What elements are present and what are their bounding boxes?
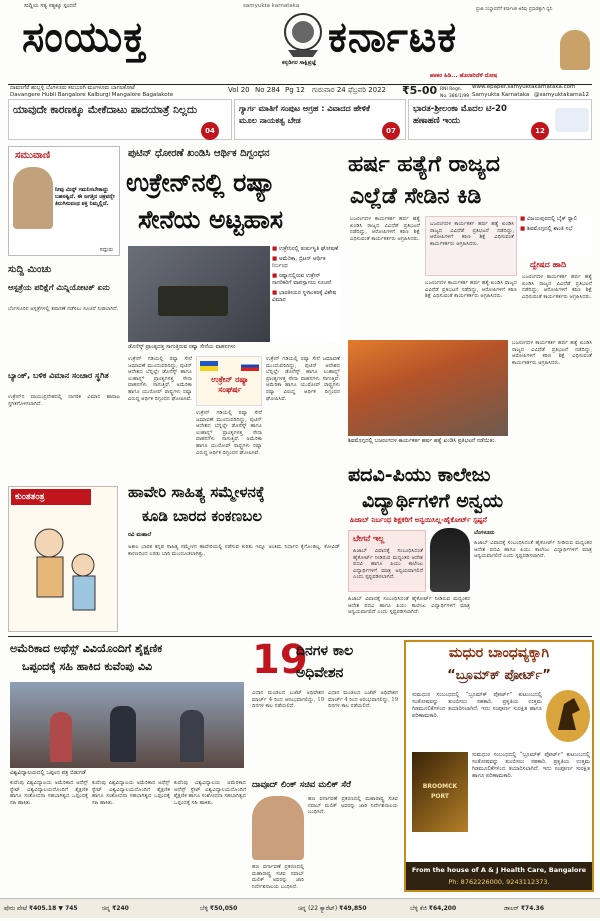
samuvani-quote: ನೀವು ಮಿನ್ಸ್ ಗಮನಿಸಬೇಕಾದ್ದು ಬಹಳಷ್ಟಿದೆ. ಈ ಜಗತ್ತಿನ ಚಕ್ರವನ್ನೇ ತಿರುಗಿಸುವಂಥ ಶಕ್ತಿ ನಿಮ್ಮಲ್ಲಿದೆ. [55, 187, 115, 207]
harsha-headline-2: ಎಲ್ಲೆಡೆ ಸೇಡಿನ ಕಿಡಿ [350, 184, 482, 209]
slogan: ಹತಕರ ಹಿಡಿ... ಹೊರತರಿದೆಳೆ ದೋಷ [430, 73, 498, 79]
protest-photo [348, 340, 508, 436]
registration: RNI Regn. No. 386/1/99 [440, 87, 470, 99]
harsha-body-col-3: ಬಜರಂಗದಳ ಕಾರ್ಯಕರ್ತ ಹರ್ಷ ಹತ್ಯೆ ಖಂಡಿಸಿ ರಾಜ್ಯದ ವಿವಿಧೆಡೆ ಪ್ರತಿಭಟನೆ ನಡೆದಿದ್ದು, ಆರೋಪಿಗಳಿಗೆ ಕಠಿಣ ಶಿಕ್ಷೆ ವಿಧಿಸುವಂತೆ ಕಾರ್ಯಕರ್ತರು ಆಗ್ರಹಿಸಿದರು. [512, 340, 592, 366]
sadhguru-photo [13, 167, 53, 229]
harsha-body-col-2: ಬಜರಂಗದಳ ಕಾರ್ಯಕರ್ತ ಹರ್ಷ ಹತ್ಯೆ ಖಂಡಿಸಿ ರಾಜ್ಯದ ವಿವಿಧೆಡೆ ಪ್ರತಿಭಟನೆ ನಡೆದಿದ್ದು, ಆರೋಪಿಗಳಿಗೆ ಕಠಿಣ ಶಿಕ್ಷೆ ವಿಧಿಸುವಂತೆ ಕಾರ್ಯಕರ್ತರು ಆಗ್ರಹಿಸಿದರು. [425, 280, 517, 300]
ticker-value-5: ₹64,200 [428, 905, 457, 912]
teaser-2-text: ಗ್ಯಾರ್ಗ ಮಾತಿಗೆ ಸಂಪುಟ ಆಗ್ರಹ : ವಿವಾದದ ಹೇಳಿಕೆ ಮೂಲ ನಾಯಕತ್ವ ಬೇಡ [239, 104, 370, 125]
haveri-headline-1: ಹಾವೇರಿ ಸಾಹಿತ್ಯ ಸಮ್ಮೇಳನಕ್ಕೆ [128, 483, 265, 501]
ticker-label-3: ಬೆಳ್ಳಿ [200, 905, 208, 912]
ad-headline: ಮಧುರ ಬಾಂಧವ್ಯಕ್ಕಾಗಿ [449, 645, 549, 661]
america-caption: ವಿಶ್ವವಿದ್ಯಾಲಯದಲ್ಲಿ ಒಪ್ಪಂದ ಪತ್ರ ಬಿಡುಗಡೆ [10, 770, 86, 776]
sudi-item-2-head: ಬ್ಯಾಂಕ್, ಬಳಿಕ ವಿಮಾನ ಸಂಚಾರ ಸ್ಥಗಿತ [8, 371, 109, 380]
malik-photo [252, 796, 304, 860]
harsha-highlight-text: ಬಜರಂಗದಳ ಕಾರ್ಯಕರ್ತ ಹರ್ಷ ಹತ್ಯೆ ಖಂಡಿಸಿ ರಾಜ್ಯದ ವಿವಿಧೆಡೆ ಪ್ರತಿಭಟನೆ ನಡೆದಿದ್ದು, ಆರೋಪಿಗಳಿಗೆ ಕಠಿಣ ಶಿಕ್ಷೆ ವಿಧಿಸುವಂತೆ ಕಾರ್ಯಕರ್ತರು ಆಗ್ರಹಿಸಿದರು. [430, 221, 514, 247]
ticker-value-2: ₹240 [112, 905, 129, 912]
facebook-link[interactable]: Samyukta Karnataka [472, 92, 530, 98]
volume: 20 [240, 86, 250, 94]
truck-shape [158, 286, 228, 316]
hijab-box-title: ಬೇಗನೆ ಇಲ್ಲ [353, 534, 385, 543]
session-number: 19 [252, 637, 308, 683]
ticker-label-5: ಬೆಳ್ಳಿ ಕೆಜಿ [410, 905, 427, 912]
samuvani-box [8, 146, 120, 256]
hijab-byline: ಬೆಂಗಳೂರು [474, 530, 495, 536]
ticker-label-2: ಚಿನ್ನ [102, 905, 111, 912]
ticker-value-6: ₹74.36 [520, 905, 545, 912]
ticker-value-3: ₹50,050 [209, 905, 238, 912]
military-convoy-photo [128, 246, 270, 342]
session-body-col-1: ವಿಧಾನ ಮಂಡಲದ ಬಜೆಟ್ ಅಧಿವೇಶನ ಮಾರ್ಚ್ 4 ರಿಂದ ಆರಂಭವಾಗಲಿದ್ದು, 19 ದಿನಗಳ ಕಾಲ ನಡೆಯಲಿದೆ. [252, 690, 324, 710]
sudi-item-1-head: ಆಸ್ಪತ್ರೆಯ ಪರಿಕ್ಷೆಗೆ ಮಿನ್ನಿಯೋಟಕ್ ಏನು [8, 283, 110, 292]
cartoon-title: ಕುಂತತಂತ್ರ [11, 489, 91, 505]
ad-phone: Ph: 8762226000, 9243112373. [448, 878, 550, 886]
ukraine-flag-icon [200, 361, 218, 371]
harsha-bullet-2: ■ ಶಿವಮೊಗ್ಗದಲ್ಲಿ ಶಾಂತಿ ಸಭೆ [520, 226, 592, 233]
america-body-col-2: ಕುವೆಂಪು ವಿಶ್ವವಿದ್ಯಾಲಯ ಅಮೆರಿಕಾದ ಅಥೆಸ್ಸ್ ಸ್ಟೇಟ್ ವಿಶ್ವವಿದ್ಯಾಲಯದೊಂದಿಗೆ ಶೈಕ್ಷಣಿಕ ಹಾಗೂ ಸಂಶೋಧನಾ ಸಹಭಾಗಿತ್ವದ ಒಪ್ಪಂದಕ್ಕೆ ಸಹಿ ಹಾಕಿತು. [92, 780, 170, 806]
masthead-title-right: ಕರ್ನಾಟಕ [328, 12, 458, 61]
main-bullet-4: ■ ಭಾರತೀಯರ ಸ್ಥಳಾಂತರಕ್ಕೆ ವಿಶೇಷ ವಿಮಾನ [272, 290, 340, 304]
harsha-side-title: ದ್ವೇಷದ ಹಾದಿ [530, 260, 567, 269]
malik-headline: ದಾವೂದ್ ಲಿಂಕ್ ಸಚಿವ ಮಲಿಕ್ ಸೆರೆ [252, 780, 351, 790]
main-photo-caption: ಡೊನೆಸ್ಕ್ ಪ್ರಾಂತ್ಯದತ್ತ ಸಾಗುತ್ತಿರುವ ರಷ್ಯಾ ಸೇನೆಯ ವಾಹನಗಳು [128, 344, 236, 350]
ad-product-pack [412, 752, 468, 832]
sudi-minchu-box [8, 262, 120, 480]
hijab-box-text: ಹಿಜಾಬ್ ವಿವಾದಕ್ಕೆ ಸಂಬಂಧಿಸಿದಂತೆ ಹೈಕೋರ್ಟ್ ನೀಡಿರುವ ಮಧ್ಯಂತರ ಆದೇಶ ಪದವಿ ಹಾಗೂ ಪಿಯು ಕಾಲೇಜು ವಿದ್ಯಾರ್ಥಿಗಳಿಗೆ ಮಾತ್ರ ಅನ್ವಯವಾಗಲಿದೆ ಎಂದು ಸ್ಪಷ್ಟಪಡಿಸಲಾಗಿದೆ. [353, 548, 423, 581]
issue-date: ಗುರುವಾರ 24 ಫೆಬ್ರವರಿ 2022 [312, 86, 387, 94]
issue: 284 [266, 86, 281, 94]
malik-body: ಹಣ ವರ್ಗಾವಣೆ ಪ್ರಕರಣದಲ್ಲಿ ಮಹಾರಾಷ್ಟ್ರ ಸಚಿವ ನವಾಬ್ ಮಲಿಕ್ ಅವರನ್ನು ಜಾರಿ ನಿರ್ದೇಶನಾಲಯ ಬಂಧಿಸಿದೆ. [308, 796, 398, 816]
right-note: ಪ್ರಜಾ ಸಂಸ್ಥಾಪನೆಗೆ ಕರ್ನಾಟಕ ಅರಿವು ಪ್ರಸಾರಕ್ಕಾಗಿ ಧ್ವನಿ [476, 7, 553, 12]
ticker-label-6: ಡಾಲರ್ [504, 905, 519, 912]
harsha-side-body: ಬಜರಂಗದಳ ಕಾರ್ಯಕರ್ತ ಹರ್ಷ ಹತ್ಯೆ ಖಂಡಿಸಿ ರಾಜ್ಯದ ವಿವಿಧೆಡೆ ಪ್ರತಿಭಟನೆ ನಡೆದಿದ್ದು, ಆರೋಪಿಗಳಿಗೆ ಕಠಿಣ ಶಿಕ್ಷೆ ವಿಧಿಸುವಂತೆ ಕಾರ್ಯಕರ್ತರು ಆಗ್ರಹಿಸಿದರು. [522, 274, 592, 300]
pages: 12 [295, 86, 305, 94]
sudi-item-2-text: ಉಕ್ರೇನ್‌ನ ವಾಯುಪ್ರದೇಶದಲ್ಲಿ ನಾಗರಿಕ ವಿಮಾನ ಹಾರಾಟ ಸ್ಥಗಿತಗೊಳಿಸಲಾಗಿದೆ. [8, 394, 120, 407]
america-body-col-1: ಕುವೆಂಪು ವಿಶ್ವವಿದ್ಯಾಲಯ ಅಮೆರಿಕಾದ ಅಥೆಸ್ಸ್ ಸ್ಟೇಟ್ ವಿಶ್ವವಿದ್ಯಾಲಯದೊಂದಿಗೆ ಶೈಕ್ಷಣಿಕ ಹಾಗೂ ಸಂಶೋಧನಾ ಸಹಭಾಗಿತ್ವದ ಒಪ್ಪಂದಕ್ಕೆ ಸಹಿ ಹಾಕಿತು. [10, 780, 88, 806]
ticker-item-6 [504, 903, 596, 915]
ticker-label-1: ಷೇರು ಪೇಟೆ [4, 905, 28, 912]
hijab-body-2: ಹಿಜಾಬ್ ವಿವಾದಕ್ಕೆ ಸಂಬಂಧಿಸಿದಂತೆ ಹೈಕೋರ್ಟ್ ನೀಡಿರುವ ಮಧ್ಯಂತರ ಆದೇಶ ಪದವಿ ಹಾಗೂ ಪಿಯು ಕಾಲೇಜು ವಿದ್ಯಾರ್ಥಿಗಳಿಗೆ ಮಾತ್ರ ಅನ್ವಯವಾಗಲಿದೆ ಎಂದು ಸ್ಪಷ್ಟಪಡಿಸಲಾಗಿದೆ. [348, 596, 470, 616]
ticker-item-1 [4, 903, 100, 915]
harsha-body-col-1: ಬಜರಂಗದಳ ಕಾರ್ಯಕರ್ತ ಹರ್ಷ ಹತ್ಯೆ ಖಂಡಿಸಿ ರಾಜ್ಯದ ವಿವಿಧೆಡೆ ಪ್ರತಿಭಟನೆ ನಡೆದಿದ್ದು, ಆರೋಪಿಗಳಿಗೆ ಕಠಿಣ ಶಿಕ್ಷೆ ವಿಧಿಸುವಂತೆ ಕಾರ್ಯಕರ್ತರು ಆಗ್ರಹಿಸಿದರು. [350, 216, 420, 242]
main-bullets [272, 246, 340, 342]
emblem-icon [280, 10, 326, 60]
ticker-value-1: ₹405.18 ▼ 745 [28, 905, 78, 912]
ukraine-russia-inset [196, 356, 262, 406]
market-ticker [0, 898, 600, 918]
ticker-item-3 [200, 903, 296, 915]
masthead-title-left: ಸಂಯುಕ್ತ [22, 12, 147, 61]
main-headline-1: ಉಕ್ರೇನ್‌ನಲ್ಲಿ ರಷ್ಯಾ [126, 168, 276, 197]
samuvani-author: ಸದ್ಗುರು [99, 247, 113, 253]
hijab-headline-1: ಪದವಿ-ಪಿಯು ಕಾಲೇಜು [348, 464, 491, 486]
america-headline-2: ಒಪ್ಪಂದಕ್ಕೆ ಸಹಿ ಹಾಕಿದ ಕುವೆಂಪು ವಿವಿ [22, 660, 153, 673]
malik-body-2: ಹಣ ವರ್ಗಾವಣೆ ಪ್ರಕರಣದಲ್ಲಿ ಮಹಾರಾಷ್ಟ್ರ ಸಚಿವ ನವಾಬ್ ಮಲಿಕ್ ಅವರನ್ನು ಜಾರಿ ನಿರ್ದೇಶನಾಲಯ ಬಂಧಿಸಿದೆ. [252, 864, 304, 890]
editions: ದಾವಣಗೆರೆ ಹುಬ್ಬಳ್ಳಿ ಬೆಂಗಳೂರು ಕಲಬುರಗಿ ಮಂಗಳೂರು ಬಾಗಲಕೋಟೆ [10, 85, 135, 91]
main-headline-2: ಸೇನೆಯ ಅಟ್ಟಹಾಸ [138, 205, 284, 234]
teaser-3-page: 12 [531, 122, 549, 140]
ad-body-2: ಸುಮಧುರ ಸಂಬಂಧದಲ್ಲಿ “ಬ್ರೂಮ್‌ಕ್ ಪೋರ್ಟ್” ಕುಟುಂಬದಲ್ಲಿ ಸಂತೋಷವನ್ನು ತುಂಬಿಸಲು ಸಹಕಾರಿ. ಪ್ರಕೃತಿಯ ಉತ್ತಮ ಗಿಡಮೂಲಿಕೆಗಳಿಂದ ತಯಾರಿಸಲಾಗಿದೆ. ಇದು ಸಂಪೂರ್ಣ ಸುರಕ್ಷಿತ ಹಾಗೂ ಪರಿಣಾಮಕಾರಿ. [472, 752, 590, 779]
price: ₹5-00 [402, 84, 438, 97]
ticker-value-4: ₹49,850 [339, 905, 367, 912]
haveri-headline-2: ಕೂಡಿ ಬಾರದ ಕಂಕಣಬಲ [142, 507, 263, 525]
haveri-byline: ರವಿ ಮಹಾಲೆ [128, 532, 152, 538]
america-headline-1: ಅಮೆರಿಕಾದ ಅಥೆಸ್ಸ್ ವಿವಿಯೊಂದಿಗೆ ಶೈಕ್ಷಣಿಕ [10, 642, 163, 655]
teaser-1[interactable] [8, 99, 232, 140]
harsha-highlight-box [425, 216, 517, 276]
hijab-subhead: ಹಿಜಾಬ್ ನಿರ್ಬಂಧ ಶಿಕ್ಷಕರಿಗೆ ಅನ್ವಯಿಸಿಲ್ಲ-ಹೈಕೋರ್ಟ್ ಸ್ಪಷ್ಟನೆ [350, 516, 487, 524]
cartoon-illustration [19, 513, 109, 623]
editions-en: Davangere Hubli Bangalore Kalburgi Mangalore Bagalakote [10, 92, 174, 98]
ad-body-1: ಸುಮಧುರ ಸಂಬಂಧದಲ್ಲಿ “ಬ್ರೂಮ್‌ಕ್ ಪೋರ್ಟ್” ಕುಟುಂಬದಲ್ಲಿ ಸಂತೋಷವನ್ನು ತುಂಬಿಸಲು ಸಹಕಾರಿ. ಪ್ರಕೃತಿಯ ಉತ್ತಮ ಗಿಡಮೂಲಿಕೆಗಳಿಂದ ತಯಾರಿಸಲಾಗಿದೆ. ಇದು ಸಂಪೂರ್ಣ ಸುರಕ್ಷಿತ ಹಾಗೂ ಪರಿಣಾಮಕಾರಿ. [412, 692, 542, 719]
main-body-col-3: ಉಕ್ರೇನ್ ಗಡಿಯಲ್ಲಿ ರಷ್ಯಾ ಸೇನೆ ಜಮಾವಣೆ ಮುಂದುವರಿದಿದ್ದು, ಪುಟಿನ್ ಆದೇಶದ ಬೆನ್ನಲ್ಲೇ ಡೊನೆಸ್ಕ್ ಹಾಗೂ ಲುಹಾನ್ಸ್ಕ್ ಪ್ರಾಂತ್ಯಗಳತ್ತ ಸೇನಾ ವಾಹನಗಳು ಸಾಗುತ್ತಿವೆ. ಅಮೆರಿಕಾ ಹಾಗೂ ಯುರೋಪ್ ರಾಷ್ಟ್ರಗಳು ರಷ್ಯಾ ವಿರುದ್ಧ ಆರ್ಥಿಕ ದಿಗ್ಬಂಧನ ಘೋಷಿಸಿವೆ. [266, 356, 340, 402]
issue-label: No 284 [255, 86, 281, 94]
ticker-label-4: ಚಿನ್ನ (22 ಕ್ಯಾರೆಟ್) [298, 905, 338, 912]
cricket-logos-icon [555, 108, 589, 132]
harsha-bullet-1: ■ ವಿಜಯಪುರದಲ್ಲಿ ಬೈಕ್ ರ್‍ಯಾಲಿ [520, 216, 592, 223]
pages-label: Pg 12 [285, 86, 305, 94]
teaser-1-text: ಯಾವುದೇ ಕಾರಣಕ್ಕೂ ಮೇಕೆದಾಟು ಪಾದಯಾತ್ರೆ ನಿಲ್ಲದು [13, 104, 198, 116]
teaser-3[interactable] [408, 99, 592, 140]
america-body-col-3: ಕುವೆಂಪು ವಿಶ್ವವಿದ್ಯಾಲಯ ಅಮೆರಿಕಾದ ಅಥೆಸ್ಸ್ ಸ್ಟೇಟ್ ವಿಶ್ವವಿದ್ಯಾಲಯದೊಂದಿಗೆ ಶೈಕ್ಷಣಿಕ ಹಾಗೂ ಸಂಶೋಧನಾ ಸಹಭಾಗಿತ್ವದ ಒಪ್ಪಂದಕ್ಕೆ ಸಹಿ ಹಾಕಿತು. [174, 780, 246, 806]
hijab-headline-2: ವಿದ್ಯಾರ್ಥಿಗಳಿಗೆ ಅನ್ವಯ [362, 490, 504, 512]
broomck-ad[interactable] [404, 640, 594, 892]
main-body-col-1: ಉಕ್ರೇನ್ ಗಡಿಯಲ್ಲಿ ರಷ್ಯಾ ಸೇನೆ ಜಮಾವಣೆ ಮುಂದುವರಿದಿದ್ದು, ಪುಟಿನ್ ಆದೇಶದ ಬೆನ್ನಲ್ಲೇ ಡೊನೆಸ್ಕ್ ಹಾಗೂ ಲುಹಾನ್ಸ್ಕ್ ಪ್ರಾಂತ್ಯಗಳತ್ತ ಸೇನಾ ವಾಹನಗಳು ಸಾಗುತ್ತಿವೆ. ಅಮೆರಿಕಾ ಹಾಗೂ ಯುರೋಪ್ ರಾಷ್ಟ್ರಗಳು ರಷ್ಯಾ ವಿರುದ್ಧ ಆರ್ಥಿಕ ದಿಗ್ಬಂಧನ ಘೋಷಿಸಿವೆ. [128, 356, 192, 402]
epaper-link[interactable]: www.epaper.samyuktakarnataka.com [472, 84, 576, 90]
ticker-item-4 [298, 903, 408, 915]
main-body-col-2: ಉಕ್ರೇನ್ ಗಡಿಯಲ್ಲಿ ರಷ್ಯಾ ಸೇನೆ ಜಮಾವಣೆ ಮುಂದುವರಿದಿದ್ದು, ಪುಟಿನ್ ಆದೇಶದ ಬೆನ್ನಲ್ಲೇ ಡೊನೆಸ್ಕ್ ಹಾಗೂ ಲುಹಾನ್ಸ್ಕ್ ಪ್ರಾಂತ್ಯಗಳತ್ತ ಸೇನಾ ವಾಹನಗಳು ಸಾಗುತ್ತಿವೆ. ಅಮೆರಿಕಾ ಹಾಗೂ ಯುರೋಪ್ ರಾಷ್ಟ್ರಗಳು ರಷ್ಯಾ ವಿರುದ್ಧ ಆರ್ಥಿಕ ದಿಗ್ಬಂಧನ ಘೋಷಿಸಿವೆ. [196, 410, 262, 456]
ad-product: “ಬ್ರೂಮ್‌ಕ್ ಪೋರ್ಟ್” [447, 668, 551, 683]
hijab-body: ಹಿಜಾಬ್ ವಿವಾದಕ್ಕೆ ಸಂಬಂಧಿಸಿದಂತೆ ಹೈಕೋರ್ಟ್ ನೀಡಿರುವ ಮಧ್ಯಂತರ ಆದೇಶ ಪದವಿ ಹಾಗೂ ಪಿಯು ಕಾಲೇಜು ವಿದ್ಯಾರ್ಥಿಗಳಿಗೆ ಮಾತ್ರ ಅನ್ವಯವಾಗಲಿದೆ ಎಂದು ಸ್ಪಷ್ಟಪಡಿಸಲಾಗಿದೆ. [474, 540, 592, 560]
harsha-headline-1: ಹರ್ಷ ಹತ್ಯೆಗೆ ರಾಜ್ಯದ [348, 152, 500, 177]
hijab-box [348, 530, 426, 592]
main-bullet-3: ■ ರಷ್ಯಾದಲ್ಲಿರುವ ಉಕ್ರೇನ್ ನಾಗರಿಕರಿಗೆ ವಾಪಸ್ಸಾಗಲು ಸೂಚನೆ [272, 273, 340, 287]
teaser-3-text: ಭಾರತ-ಶ್ರೀಲಂಕಾ ಮೊದಲ ಟಿ-20 ಹಣಾಹಣಿ ಇಂದು [413, 104, 507, 126]
main-bullet-1: ■ ಉಕ್ರೇನಿನಲ್ಲಿ ತುರ್ತುಸ್ಥಿತಿ ಘೋಷಣೆ [272, 246, 340, 253]
sudi-minchu-title: ಸುದ್ದಿ ಮಿಂಚು [8, 264, 52, 275]
haveri-body: ಅಖಿಲ ಭಾರತ ಕನ್ನಡ ಸಾಹಿತ್ಯ ಸಮ್ಮೇಳನ ಹಾವೇರಿಯಲ್ಲಿ ನಡೆಸುವ ಕುರಿತು ಇನ್ನೂ ಅಂತಿಮ ನಿರ್ಧಾರ ಕೈಗೊಂಡಿಲ್ಲ. ಕೋವಿಡ್ ಕಾರಣದಿಂದ ಎರಡು ಬಾರಿ ಮುಂದೂಡಲಾಗಿತ್ತು. [128, 544, 340, 557]
ticker-item-2 [102, 903, 198, 915]
person-2-shape [110, 706, 136, 762]
ticker-item-5 [410, 903, 502, 915]
teaser-2-page: 07 [382, 122, 400, 140]
ad-pack-label: BROOMCK PORT [422, 783, 458, 800]
portrait-photo [560, 30, 590, 70]
teaser-1-page: 04 [201, 122, 219, 140]
sudi-item-1-text: ಬೆಂಗಳೂರಿನ ಆಸ್ಪತ್ರೆಗಳಲ್ಲಿ ತಪಾಸಣೆ ನಡೆಸಲು ಸೂಚನೆ ನೀಡಲಾಗಿದೆ. [8, 306, 119, 312]
samuvani-title: ಸಮುವಾಣಿ [15, 150, 51, 161]
session-headline-2: ಅಧಿವೇಶನ [296, 665, 344, 681]
tagline-top: ಸುದ್ದಿಯ ಸತ್ಯ ಸತ್ಯಕ್ಕೂ ಸ್ಪಂದನೆ [24, 3, 77, 9]
kuvempu-event-photo [10, 682, 244, 768]
russia-flag-icon [241, 361, 259, 371]
hijab-photo [430, 528, 470, 592]
session-headline-1: ದಿನಗಳ ಕಾಲ [296, 643, 354, 659]
volume-label: Vol 20 [228, 86, 250, 94]
harsha-bullets [520, 216, 592, 256]
person-1-shape [50, 712, 72, 762]
main-kicker: ಪುಟಿನ್ ಧೋರಣೆ ಖಂಡಿಸಿ ಆರ್ಥಿಕ ದಿಗ್ಬಂಧನ [128, 148, 270, 159]
ad-footer-title: From the house of A & J Health Care, Bangalore [411, 866, 587, 874]
emblem-caption: ಕನ್ನಡಿಗರ ಸಾಕ್ಷಿಪ್ರಜ್ಞೆ [282, 60, 317, 66]
main-bullet-2: ■ ಅಮೆರಿಕಾ, ಬ್ರಿಟನ್ ಆರ್ಥಿಕ ನಿರ್ಬಂಧ [272, 256, 340, 270]
ad-footer [406, 862, 592, 890]
session-body-col-2: ವಿಧಾನ ಮಂಡಲದ ಬಜೆಟ್ ಅಧಿವೇಶನ ಮಾರ್ಚ್ 4 ರಿಂದ ಆರಂಭವಾಗಲಿದ್ದು, 19 ದಿನಗಳ ಕಾಲ ನಡೆಯಲಿದೆ. [328, 690, 398, 710]
person-3-shape [180, 710, 204, 762]
cartoon-box [8, 486, 118, 632]
ad-horse-logo [546, 690, 590, 742]
teaser-2[interactable] [234, 99, 406, 140]
inset-label: ಉಕ್ರೇನ್ ರಷ್ಯಾ ಸಂಘರ್ಷ [211, 375, 249, 394]
brand-en: samyukta karnataka [243, 3, 300, 9]
twitter-link[interactable]: @samyuktakarna12 [534, 92, 590, 98]
harsha-photo-caption: ಶಿವಮೊಗ್ಗದಲ್ಲಿ ಬಜರಂಗದಳ ಕಾರ್ಯಕರ್ತ ಹರ್ಷ ಹತ್ಯೆ ಖಂಡಿಸಿ ಪ್ರತಿಭಟನೆ ನಡೆಯಿತು. [348, 438, 497, 444]
